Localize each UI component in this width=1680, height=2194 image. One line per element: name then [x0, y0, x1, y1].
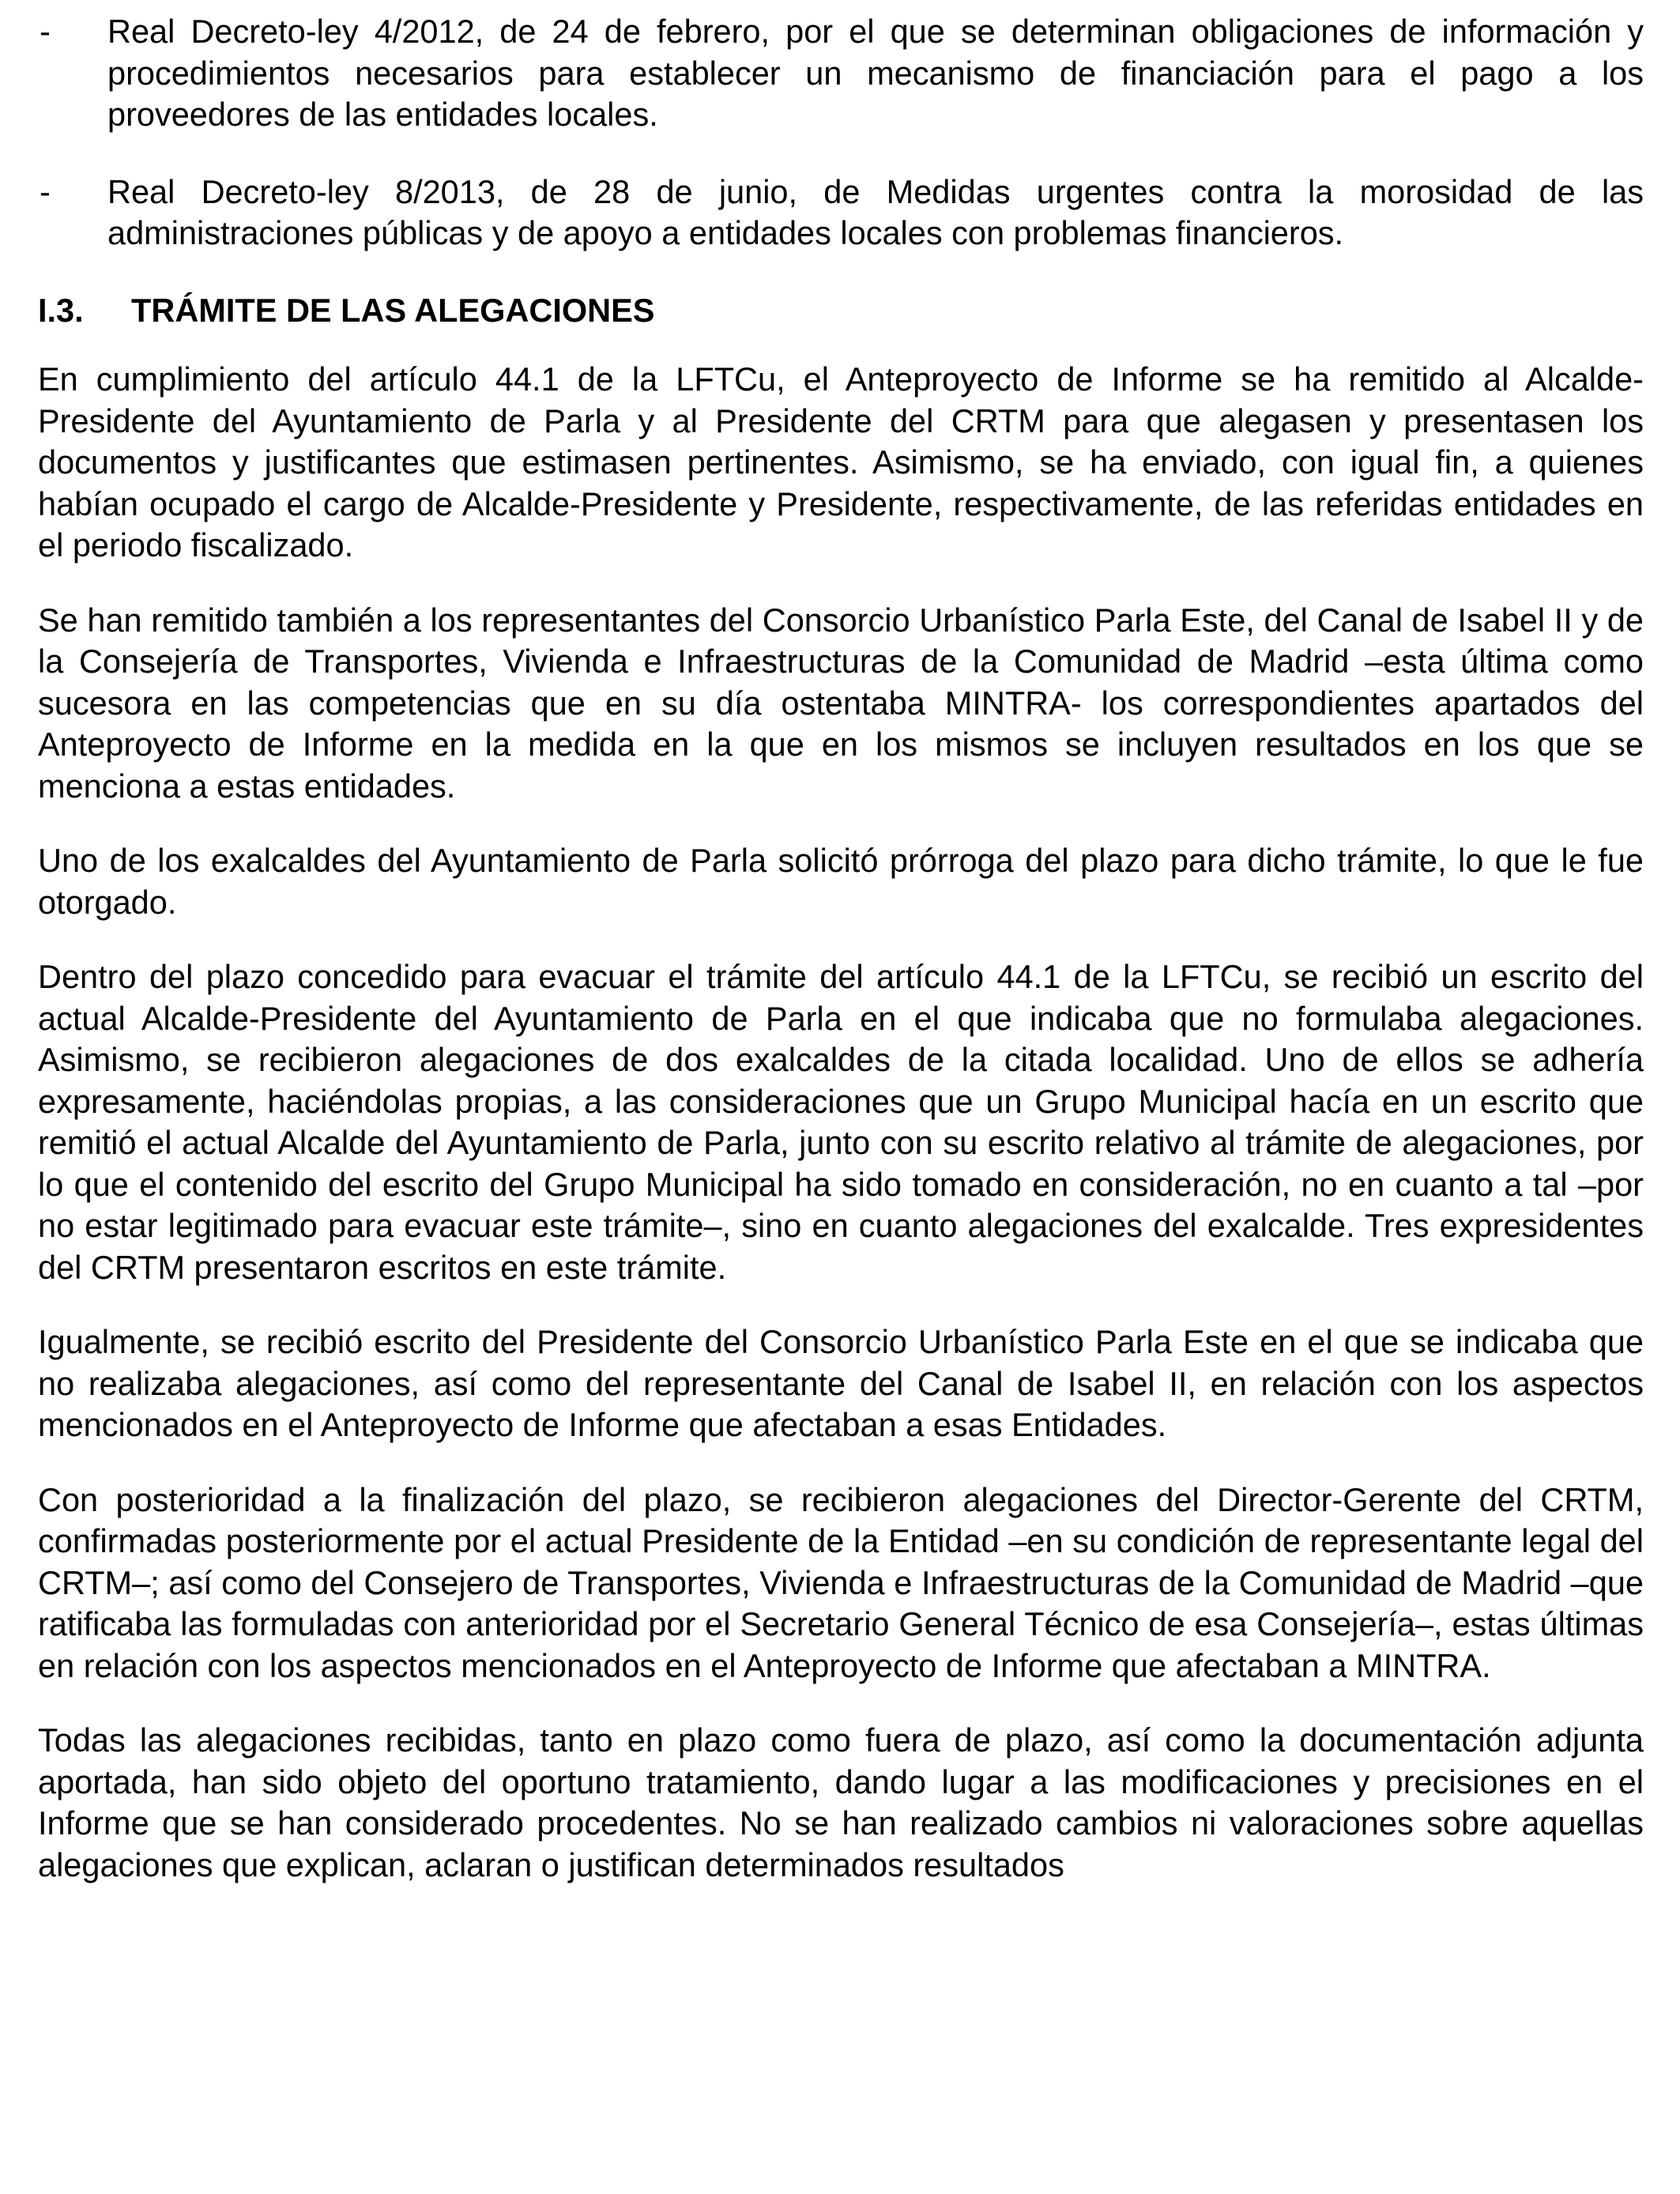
section-heading	[38, 290, 1644, 332]
body-paragraph: Con posterioridad a la finalización del plazo, se recibieron alegaciones del Director-Gerente del CRTM, confirmadas posteriormente por el actual Presidente de la Entidad –en su condición de representante legal del CRTM–; así como del Consejero de Transportes, Vivienda e Infraestructuras de la Comunidad de Madrid –que ratificaba las formuladas con anterioridad por el Secretario General Técnico de esa Consejería–, estas últimas en relación con los aspectos mencionados en el Anteproyecto de Informe que afectaban a MINTRA.	[38, 1480, 1644, 1684]
list-item	[38, 11, 1644, 136]
list-item	[38, 172, 1644, 254]
body-paragraph: Todas las alegaciones recibidas, tanto en plazo como fuera de plazo, así como la documentación adjunta aportada, han sido objeto del oportuno tratamiento, dando lugar a las modificaciones y precisiones en el Informe que se han considerado procedentes. No se han realizado cambios ni valoraciones sobre aquellas alegaciones que explican, aclaran o justifican determinados resultados	[38, 1721, 1644, 1883]
list-marker: -	[40, 13, 51, 50]
section-title: TRÁMITE DE LAS ALEGACIONES	[131, 291, 655, 329]
body-paragraph: Dentro del plazo concedido para evacuar el trámite del artículo 44.1 de la LFTCu, se recibió un escrito del actual Alcalde-Presidente del Ayuntamiento de Parla en el que indicaba que no formulaba alegaciones. Asimismo, se recibieron alegaciones de dos exalcaldes de la citada localidad. Uno de ellos se adhería expresamente, haciéndolas propias, a las consideraciones que un Grupo Municipal hacía en un escrito que remitió el actual Alcalde del Ayuntamiento de Parla, junto con su escrito relativo al trámite de alegaciones, por lo que el contenido del escrito del Grupo Municipal ha sido tomado en consideración, no en cuanto a tal –por no estar legitimado para evacuar este trámite–, sino en cuanto alegaciones del exalcalde. Tres expresidentes del CRTM presentaron escritos en este trámite.	[38, 958, 1644, 1286]
list-marker: -	[40, 172, 51, 210]
list-item-text: Real Decreto-ley 8/2013, de 28 de junio, de Medidas urgentes contra la morosidad de las administraciones públicas y de apoyo a entidades locales con problemas financieros.	[107, 172, 1644, 251]
body-paragraph: Uno de los exalcaldes del Ayuntamiento de Parla solicitó prórroga del plazo para dicho trámite, lo que le fue otorgado.	[38, 842, 1644, 921]
body-paragraph: En cumplimiento del artículo 44.1 de la LFTCu, el Anteproyecto de Informe se ha remitido al Alcalde-Presidente del Ayuntamiento de Parla y al Presidente del CRTM para que alegasen y presentasen los documentos y justificantes que estimasen pertinentes. Asimismo, se ha enviado, con igual fin, a quienes habían ocupado el cargo de Alcalde-Presidente y Presidente, respectivamente, de las referidas entidades en el periodo fiscalizado.	[38, 360, 1644, 564]
section-number: I.3.	[38, 291, 84, 329]
body-paragraph: Se han remitido también a los representantes del Consorcio Urbanístico Parla Este, del Canal de Isabel II y de la Consejería de Transportes, Vivienda e Infraestructuras de la Comunidad de Madrid –esta última como sucesora en las competencias que en su día ostentaba MINTRA- los correspondientes apartados del Anteproyecto de Informe en la medida en la que en los mismos se incluyen resultados en los que se menciona a estas entidades.	[38, 601, 1644, 805]
document-page	[38, 11, 1644, 1919]
body-paragraph: Igualmente, se recibió escrito del Presidente del Consorcio Urbanístico Parla Este en el que se indicaba que no realizaba alegaciones, así como del representante del Canal de Isabel II, en relación con los aspectos mencionados en el Anteproyecto de Informe que afectaban a esas Entidades.	[38, 1323, 1644, 1443]
list-item-text: Real Decreto-ley 4/2012, de 24 de febrero, por el que se determinan obligaciones de información y procedimientos necesarios para establecer un mecanismo de financiación para el pago a los proveedores de las entidades locales.	[107, 13, 1644, 133]
